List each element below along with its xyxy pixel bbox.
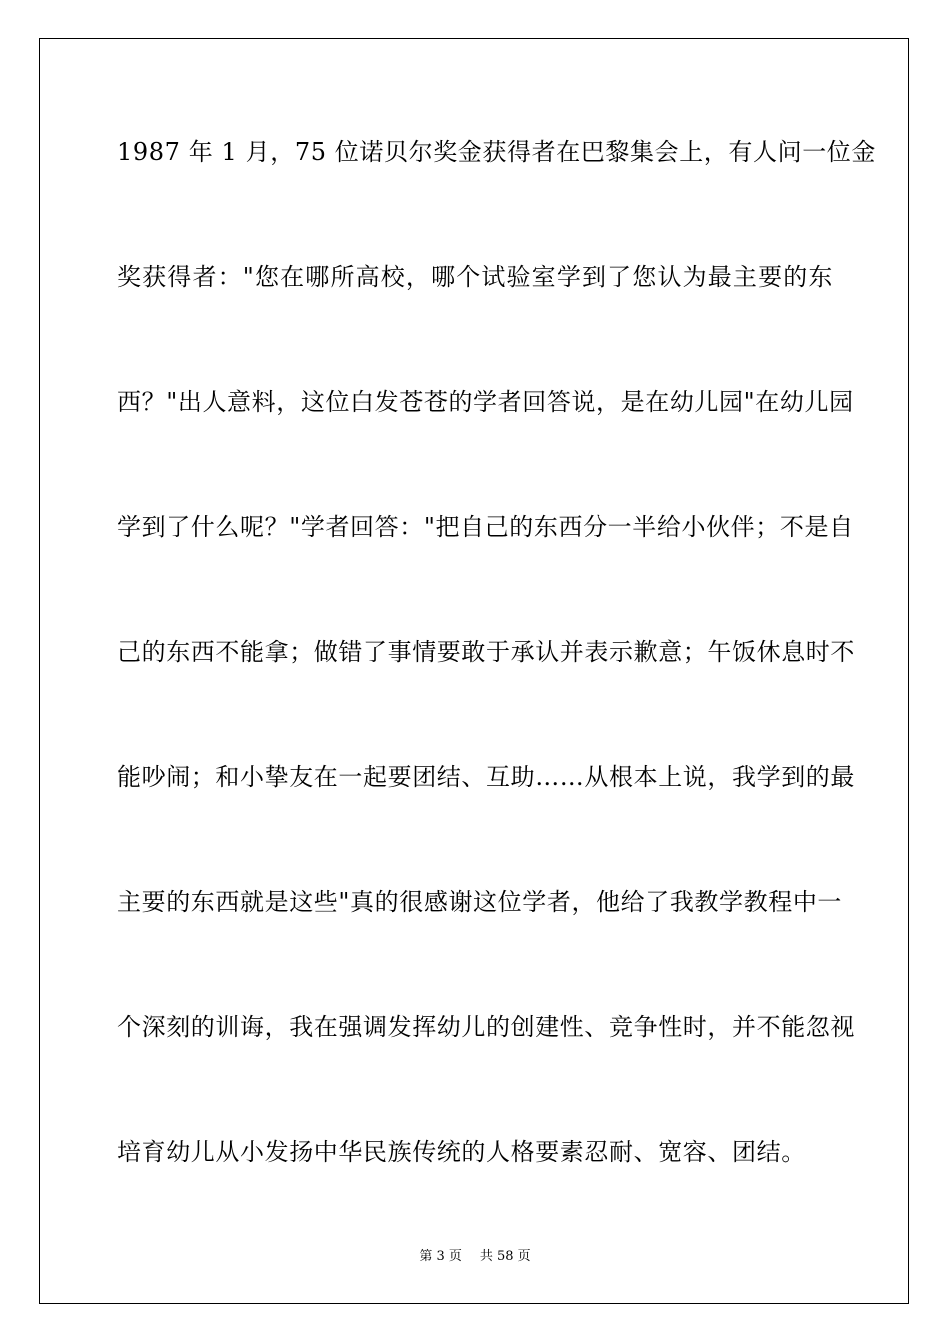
page-total: 共 58 页	[479, 1249, 531, 1264]
body-line-1: 1987 年 1 月，75 位诺贝尔奖金获得者在巴黎集会上，有人问一位金	[117, 138, 877, 166]
body-line-9: 培育幼儿从小发扬中华民族传统的人格要素忍耐、宽容、团结。	[117, 1138, 806, 1166]
page-number: 第 3 页	[419, 1249, 462, 1264]
body-line-5: 己的东西不能拿；做错了事情要敢于承认并表示歉意；午饭休息时不	[117, 638, 855, 666]
body-line-7: 主要的东西就是这些"真的很感谢这位学者，他给了我教学教程中一	[117, 888, 843, 916]
page-footer	[0, 1248, 950, 1266]
document-body	[117, 132, 877, 1257]
body-line-6: 能吵闹；和小挚友在一起要团结、互助……从根本上说，我学到的最	[117, 763, 855, 791]
body-line-3: 西？"出人意料，这位白发苍苍的学者回答说，是在幼儿园"在幼儿园	[117, 388, 854, 416]
body-line-8: 个深刻的训诲，我在强调发挥幼儿的创建性、竞争性时，并不能忽视	[117, 1013, 855, 1041]
body-line-2: 奖获得者："您在哪所高校，哪个试验室学到了您认为最主要的东	[117, 263, 833, 291]
body-line-4: 学到了什么呢？"学者回答："把自己的东西分一半给小伙伴；不是自	[117, 513, 854, 541]
